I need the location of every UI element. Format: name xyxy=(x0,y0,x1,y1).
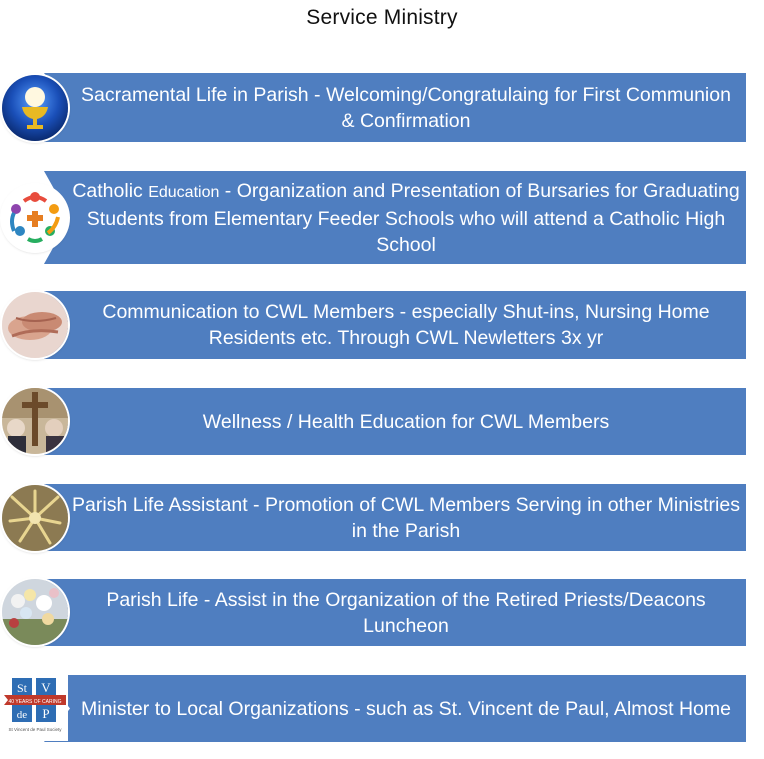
page-title: Service Ministry xyxy=(306,6,458,29)
ministry-text xyxy=(66,579,746,646)
ministry-text xyxy=(66,484,746,551)
ministry-text xyxy=(66,675,746,742)
wheat-bundle-icon xyxy=(2,485,68,551)
svg-text:St Vincent de Paul Society: St Vincent de Paul Society xyxy=(8,727,62,732)
ministry-text-main: Catholic xyxy=(72,179,149,202)
ministry-text-main: Minister to Local Organizations - such as St. Vincent de Paul, Almost Home xyxy=(81,697,731,720)
community-circle-icon xyxy=(2,185,68,251)
ministry-text-main: Parish Life Assistant - Promotion of CWL Members Serving in other Ministries in the Parish xyxy=(72,493,740,542)
ministry-row-3 xyxy=(0,291,764,359)
crucifix-photo-icon xyxy=(2,388,68,454)
holding-hands-icon xyxy=(2,292,68,358)
svg-text:40 YEARS OF CARING: 40 YEARS OF CARING xyxy=(8,699,62,705)
ministry-text xyxy=(66,73,746,142)
ministry-row-5 xyxy=(0,484,764,551)
ministry-text-rest: - Organization and Presentation of Bursaries for Graduating Students from Elementary Feeder Schools who will attend a Catholic High School xyxy=(86,179,740,256)
flowers-photo-icon xyxy=(2,579,68,645)
ministry-row-4 xyxy=(0,388,764,455)
st-vincent-de-paul-logo-icon xyxy=(2,675,68,741)
ministry-row-1 xyxy=(0,73,764,142)
ministry-row-6 xyxy=(0,579,764,646)
ministry-row-2 xyxy=(0,171,764,264)
ministry-text xyxy=(66,291,746,359)
svg-text:St: St xyxy=(16,681,28,695)
ministry-text-main: Wellness / Health Education for CWL Members xyxy=(202,410,610,433)
ministry-text-main: Sacramental Life in Parish - Welcoming/Congratulaing for First Communion & Confirmation xyxy=(81,83,731,132)
ministry-row-7 xyxy=(0,675,764,742)
svg-text:V: V xyxy=(41,680,51,695)
ministry-text xyxy=(66,171,746,264)
communion-chalice-icon xyxy=(2,75,68,141)
svg-text:de: de xyxy=(16,709,28,721)
ministry-text-main: Parish Life - Assist in the Organization of the Retired Priests/Deacons Luncheon xyxy=(106,588,706,637)
svg-text:P: P xyxy=(42,706,50,721)
ministry-text xyxy=(66,388,746,455)
ministry-text-main: Communication to CWL Members - especially Shut-ins, Nursing Home Residents etc. Through CWL Newletters 3x yr xyxy=(102,301,710,349)
ministry-text-small: Education xyxy=(148,183,220,201)
